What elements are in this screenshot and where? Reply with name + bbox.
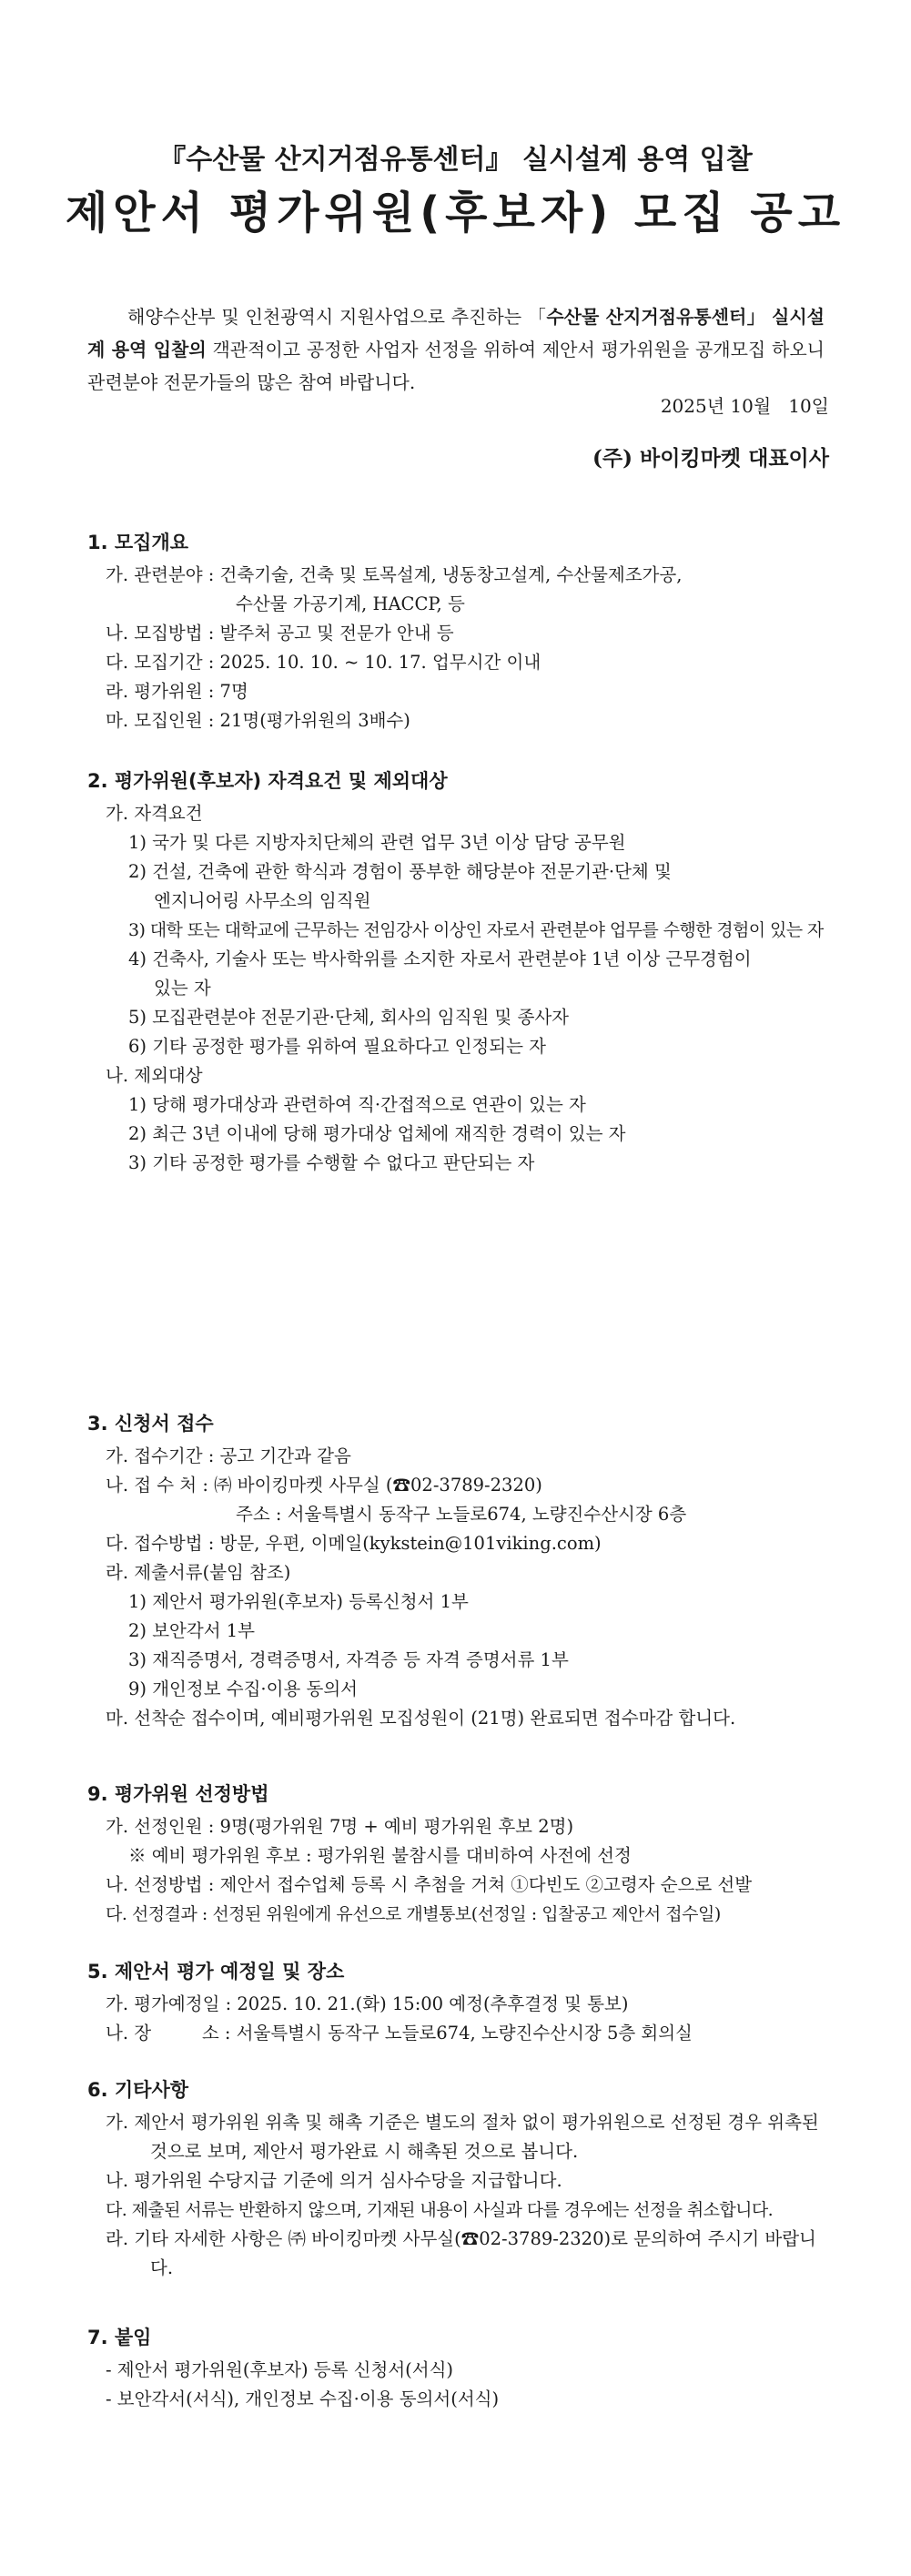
section-qualifications [87, 766, 834, 1178]
section-attachments [87, 2323, 834, 2414]
intro-text-post: 객관적이고 공정한 사업자 선정을 위하여 제안서 평가위원을 공개모집 하오니 관련분야 전문가들의 많은 참여 바랍니다. [87, 339, 825, 393]
list-item: 2) 보안각서 1부 [128, 1620, 256, 1641]
list-item: 가. 접수기간 : 공고 기간과 같음 [106, 1445, 351, 1466]
intro-bold-bid: 실시설계 용역 입찰의 [87, 306, 825, 360]
list-item: 가. 제안서 평가위원 위촉 및 해촉 기준은 별도의 절차 없이 평가위원으로 선정된 경우 위촉된 것으로 보며, 제안서 평가완료 시 해촉된 것으로 봅니다. [106, 2112, 819, 2162]
list-item: 가. 선정인원 : 9명(평가위원 7명 + 예비 평가위원 후보 2명) [106, 1816, 574, 1837]
list-item: 다. 선정결과 : 선정된 위원에게 유선으로 개별통보(선정일 : 입찰공고 제안서 접수일) [106, 1904, 721, 1924]
list-item: 가. 평가예정일 : 2025. 10. 21.(화) 15:00 예정(추후결정 및 통보) [106, 1993, 629, 2014]
list-item: 2) 최근 3년 이내에 당해 평가대상 업체에 재직한 경력이 있는 자 [128, 1123, 626, 1144]
section-heading: 3. 신청서 접수 [87, 1413, 214, 1435]
list-item: 6) 기타 공정한 평가를 위하여 필요하다고 인정되는 자 [128, 1036, 546, 1057]
list-item-continued: 있는 자 [154, 978, 211, 999]
issuer-company: (주) 바이킹마켓 대표이사 [592, 446, 829, 471]
list-item: 3) 재직증명서, 경력증명서, 자격증 등 자격 증명서류 1부 [128, 1649, 569, 1670]
section-heading: 6. 기타사항 [87, 2079, 189, 2101]
page-title: 제안서 평가위원(후보자) 모집 공고 [65, 188, 846, 238]
list-item: 라. 제출서류(붙임 참조) [106, 1562, 291, 1583]
office-address: 주소 : 서울특별시 동작구 노들로674, 노량진수산시장 6층 [236, 1504, 687, 1525]
list-item: 3) 대학 또는 대학교에 근무하는 전임강사 이상인 자로서 관련분야 업무를 수행한 경험이 있는 자 [128, 920, 824, 940]
section-recruitment-overview [87, 528, 834, 735]
list-item-continued: 수산물 가공기계, HACCP, 등 [236, 593, 465, 614]
section-other-matters [87, 2075, 834, 2283]
attachment-item: - 제안서 평가위원(후보자) 등록 신청서(서식) [106, 2359, 454, 2380]
note: ※ 예비 평가위원 후보 : 평가위원 불참시를 대비하여 사전에 선정 [128, 1845, 632, 1866]
list-item: 3) 기타 공정한 평가를 수행할 수 없다고 판단되는 자 [128, 1152, 535, 1173]
section-heading: 5. 제안서 평가 예정일 및 장소 [87, 1961, 345, 1983]
list-item: 1) 당해 평가대상과 관련하여 직·간접적으로 연관이 있는 자 [128, 1094, 586, 1115]
section-heading: 7. 붙임 [87, 2327, 152, 2348]
list-item: 2) 건설, 건축에 관한 학식과 경험이 풍부한 해당분야 전문기관·단체 및 [128, 861, 672, 882]
list-item: 나. 선정방법 : 제안서 접수업체 등록 시 추첨을 거쳐 ①다빈도 ②고령자 순으로 선발 [106, 1874, 753, 1895]
section-heading: 1. 모집개요 [87, 532, 189, 553]
list-item: 다. 접수방법 : 방문, 우편, 이메일(kykstein@101viking.com) [106, 1533, 602, 1554]
list-item: 나. 평가위원 수당지급 기준에 의거 심사수당을 지급합니다. [106, 2170, 562, 2191]
list-item: 나. 제외대상 [106, 1065, 203, 1086]
list-item: 나. 모집방법 : 발주처 공고 및 전문가 안내 등 [106, 623, 454, 644]
list-item: 다. 모집기간 : 2025. 10. 10. ~ 10. 17. 업무시간 이내 [106, 652, 542, 673]
list-item: 마. 선착순 접수이며, 예비평가위원 모집성원이 (21명) 완료되면 접수마감 합니다. [106, 1708, 736, 1729]
section-heading: 2. 평가위원(후보자) 자격요건 및 제외대상 [87, 770, 448, 792]
list-item: 라. 기타 자세한 사항은 ㈜ 바이킹마켓 사무실(☎02-3789-2320)로 문의하여 주시기 바랍니다. [106, 2228, 816, 2278]
list-item: 4) 건축사, 기술사 또는 박사학위를 소지한 자로서 관련분야 1년 이상 근무경험이 [128, 948, 752, 969]
section-evaluation-schedule [87, 1957, 834, 2048]
announcement-date: 2025년 10월 10일 [660, 395, 829, 417]
list-item: 마. 모집인원 : 21명(평가위원의 3배수) [106, 710, 410, 731]
list-item: 가. 관련분야 : 건축기술, 건축 및 토목설계, 냉동창고설계, 수산물제조가공, [106, 564, 683, 585]
intro-text-pre: 해양수산부 및 인천광역시 지원사업으로 추진하는 「 [127, 306, 547, 328]
section-heading: 9. 평가위원 선정방법 [87, 1783, 269, 1805]
intro-paragraph [87, 300, 825, 399]
list-item: 5) 모집관련분야 전문기관·단체, 회사의 임직원 및 종사자 [128, 1007, 570, 1028]
list-item: 가. 자격요건 [106, 803, 203, 824]
section-application [87, 1409, 834, 1733]
list-item: 9) 개인정보 수집·이용 동의서 [128, 1678, 359, 1699]
list-item: 라. 평가위원 : 7명 [106, 681, 248, 702]
list-item: 1) 제안서 평가위원(후보자) 등록신청서 1부 [128, 1591, 469, 1612]
intro-bold-project: 수산물 산지거점유통센터」 [546, 306, 766, 328]
list-item-continued: 엔지니어링 사무소의 임직원 [154, 890, 371, 911]
attachment-item: - 보안각서(서식), 개인정보 수집·이용 동의서(서식) [106, 2388, 500, 2409]
list-item: 나. 장 소 : 서울특별시 동작구 노들로674, 노량진수산시장 5층 회의실 [106, 2023, 693, 2044]
section-selection-method [87, 1780, 834, 1929]
title-line-1: 『수산물 산지거점유통센터』 실시설계 용역 입찰 [158, 144, 753, 176]
list-item: 1) 국가 및 다른 지방자치단체의 관련 업무 3년 이상 담당 공무원 [128, 832, 626, 853]
list-item: 나. 접 수 처 : ㈜ 바이킹마켓 사무실 (☎02-3789-2320) [106, 1475, 542, 1496]
list-item: 다. 제출된 서류는 반환하지 않으며, 기재된 내용이 사실과 다를 경우에는 선정을 취소합니다. [106, 2200, 774, 2220]
